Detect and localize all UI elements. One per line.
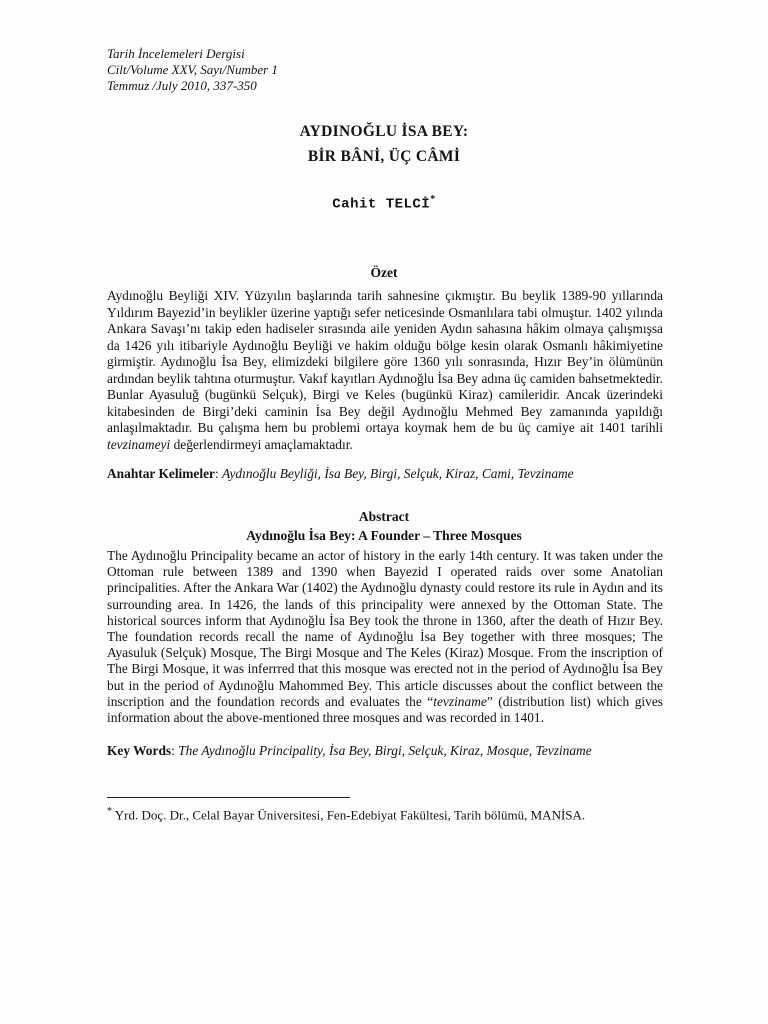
article-title-line2: BİR BÂNİ, ÜÇ CÂMİ: [307, 148, 461, 165]
footnote-rule: [107, 797, 350, 798]
anahtar-kelimeler: Anahtar Kelimeler: Aydınoğlu Beyliği, İsa Bey, Birgi, Selçuk, Kiraz, Cami, Tevziname: [107, 466, 574, 481]
anahtar-kelimeler-list: Aydınoğlu Beyliği, İsa Bey, Birgi, Selçuk, Kiraz, Cami, Tevziname: [222, 466, 574, 481]
anahtar-kelimeler-label: Anahtar Kelimeler: [107, 466, 215, 481]
article-title-line1: AYDINOĞLU İSA BEY:: [299, 123, 469, 140]
footnote-text: Yrd. Doç. Dr., Celal Bayar Üniversitesi, Fen-Edebiyat Fakültesi, Tarih bölümü, MANİSA.: [112, 807, 586, 823]
abstract-term: tevziname: [433, 693, 487, 709]
journal-header: [107, 46, 278, 94]
author: [0, 194, 768, 213]
journal-date: Temmuz /July 2010, 337-350: [107, 78, 257, 93]
author-name: Cahit TELCİ: [332, 196, 431, 213]
ozet-text: Aydınoğlu Beyliği XIV. Yüzyılın başlarında tarih sahnesine çıkmıştır. Bu beylik 1389-90 yıllarında Yıldırım Bayezid’in beylikler üzerine yaptığı sefer neticesinde Osmanlılara tabi olmuştur. 1402 yılında Ankara Savaşı’nı takip eden hadiseler sırasında aile yeniden Aydın sahasına hâkim olmaya çalışmışsa da 1426 yılı itibariyle Aydınoğlu Beyliği ve hakim olduğu bölge kesin olarak Osmanlı hâkimiyetine girmiştir. Aydınoğlu İsa Bey, elimizdeki bilgilere göre 1360 yılı sonrasında, Hızır Bey’in ölümünün ardından beylik tahtına oturmuştur. Vakıf kayıtları Aydınoğlu İsa Bey adına üç camiden bahsetmektedir. Bunlar Ayasuluğ (bugünkü Selçuk), Birgi ve Keles (bugünkü Kiraz) camileridir. Ancak üzerindeki kitabesinden de Birgi’deki caminin İsa Bey değil Aydınoğlu Mehmed Bey zamanında yapıldığı anlaşılmaktadır. Bu çalışma hem bu problemi ortaya koymak hem de bu üç camiye ait 1401 tarihli: [107, 288, 663, 435]
ozet-term: tevzinameyi: [107, 436, 171, 452]
ozet-text-end: değerlendirmeyi amaçlamaktadır.: [170, 436, 353, 452]
footnote-marker: *: [107, 806, 112, 817]
key-words-label: Key Words: [107, 743, 172, 758]
abstract-text-end: ” (distribution list) which gives information about the above-mentioned three mosques and was recorded in 1401.: [107, 693, 663, 726]
footnote: [107, 806, 585, 823]
journal-volume: Cilt/Volume XXV, Sayı/Number 1: [107, 62, 278, 77]
key-words: Key Words: The Aydınoğlu Principality, İsa Bey, Birgi, Selçuk, Kiraz, Mosque, Tevziname: [107, 743, 592, 758]
abstract-text: The Aydınoğlu Principality became an actor of history in the early 14th century. It was taken under the Ottoman rule between 1389 and 1390 when Bayezid I operated raids over some Anatolian principalities. After the Ankara War (1402) the Aydınoğlu dynasty could restore its rule in Aydın and its surrounding area. In 1426, the lands of this principality were annexed by the Ottoman State. The historical sources inform that Aydınoğlu İsa Bey took the throne in 1360, after the death of Hızır Bey. The foundation records recall the name of Aydınoğlu İsa Bey together with three mosques; The Ayasuluk (Selçuk) Mosque, The Birgi Mosque and The Keles (Kiraz) Mosque. From the inscription of The Birgi Mosque, it was inferrred that this mosque was erected not in the period of Aydınoğlu İsa Bey but in the period of Aydınoğlu Mahommed Bey. This article discusses about the conflict between the inscription and the foundation records and evaluates the “: [107, 548, 663, 709]
key-words-list: The Aydınoğlu Principality, İsa Bey, Birgi, Selçuk, Kiraz, Mosque, Tevziname: [178, 743, 592, 758]
ozet-heading: Özet: [370, 265, 398, 280]
abstract-subtitle: Aydınoğlu İsa Bey: A Founder – Three Mosques: [246, 528, 522, 543]
ozet-paragraph: [107, 288, 663, 453]
journal-name: Tarih İncelemeleri Dergisi: [107, 46, 245, 61]
abstract-paragraph: [107, 548, 663, 726]
author-footnote-marker: *: [430, 194, 436, 205]
abstract-heading: Abstract: [358, 509, 410, 524]
